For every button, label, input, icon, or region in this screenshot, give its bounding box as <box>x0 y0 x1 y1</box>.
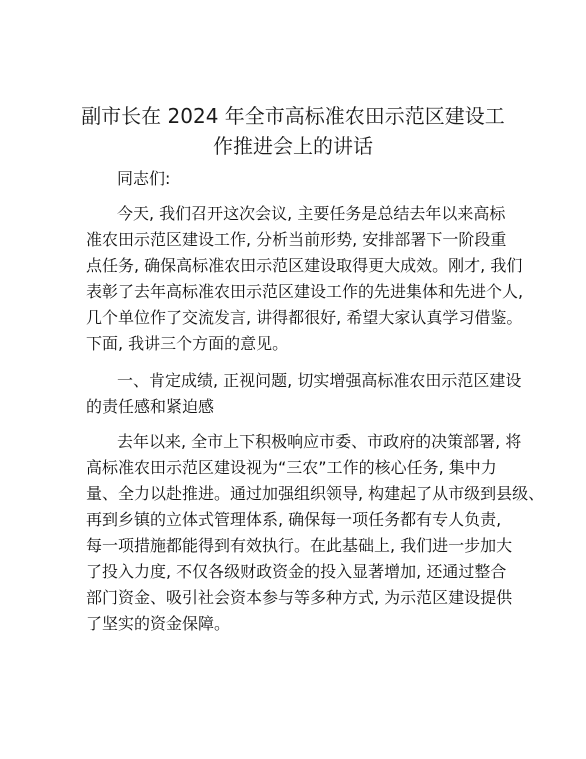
body-line: 今天, 我们召开这次会议, 主要任务是总结去年以来高标 <box>117 204 506 223</box>
body-line: 每一项措施都能得到有效执行。在此基础上, 我们进一步加大 <box>86 536 513 555</box>
document-title-line-1: 副市长在 2024 年全市高标准农田示范区建设工 <box>81 104 505 128</box>
body-line: 再到乡镇的立体式管理体系, 确保每一项任务都有专人负责, <box>86 510 502 529</box>
body-line: 了坚实的资金保障。 <box>86 614 231 633</box>
body-line: 准农田示范区建设工作, 分析当前形势, 安排部署下一阶段重 <box>86 230 507 249</box>
body-line: 几个单位作了交流发言, 讲得都很好, 希望大家认真学习借鉴。 <box>86 308 523 327</box>
body-line: 量、全力以赴推进。通过加强组织领导, 构建起了从市级到县级、 <box>86 484 545 503</box>
body-line: 下面, 我讲三个方面的意见。 <box>86 334 289 353</box>
body-line: 点任务, 确保高标准农田示范区建设取得更大成效。刚才, 我们 <box>86 256 523 275</box>
body-line: 去年以来, 全市上下积极响应市委、市政府的决策部署, 将 <box>117 432 522 451</box>
document-title-line-2: 作推进会上的讲话 <box>213 134 373 158</box>
section-heading-line: 的责任感和紧迫感 <box>86 397 215 416</box>
section-heading-line: 一、肯定成绩, 正视问题, 切实增强高标准农田示范区建设 <box>117 371 522 390</box>
body-line: 部门资金、吸引社会资本参与等多种方式, 为示范区建设提供 <box>86 588 513 607</box>
salutation: 同志们: <box>117 169 171 188</box>
body-line: 了投入力度, 不仅各级财政资金的投入显著增加, 还通过整合 <box>86 562 507 581</box>
body-line: 高标准农田示范区建设视为“三农”工作的核心任务, 集中力 <box>86 458 497 477</box>
body-line: 表彰了去年高标准农田示范区建设工作的先进集体和先进个人, <box>86 282 524 301</box>
